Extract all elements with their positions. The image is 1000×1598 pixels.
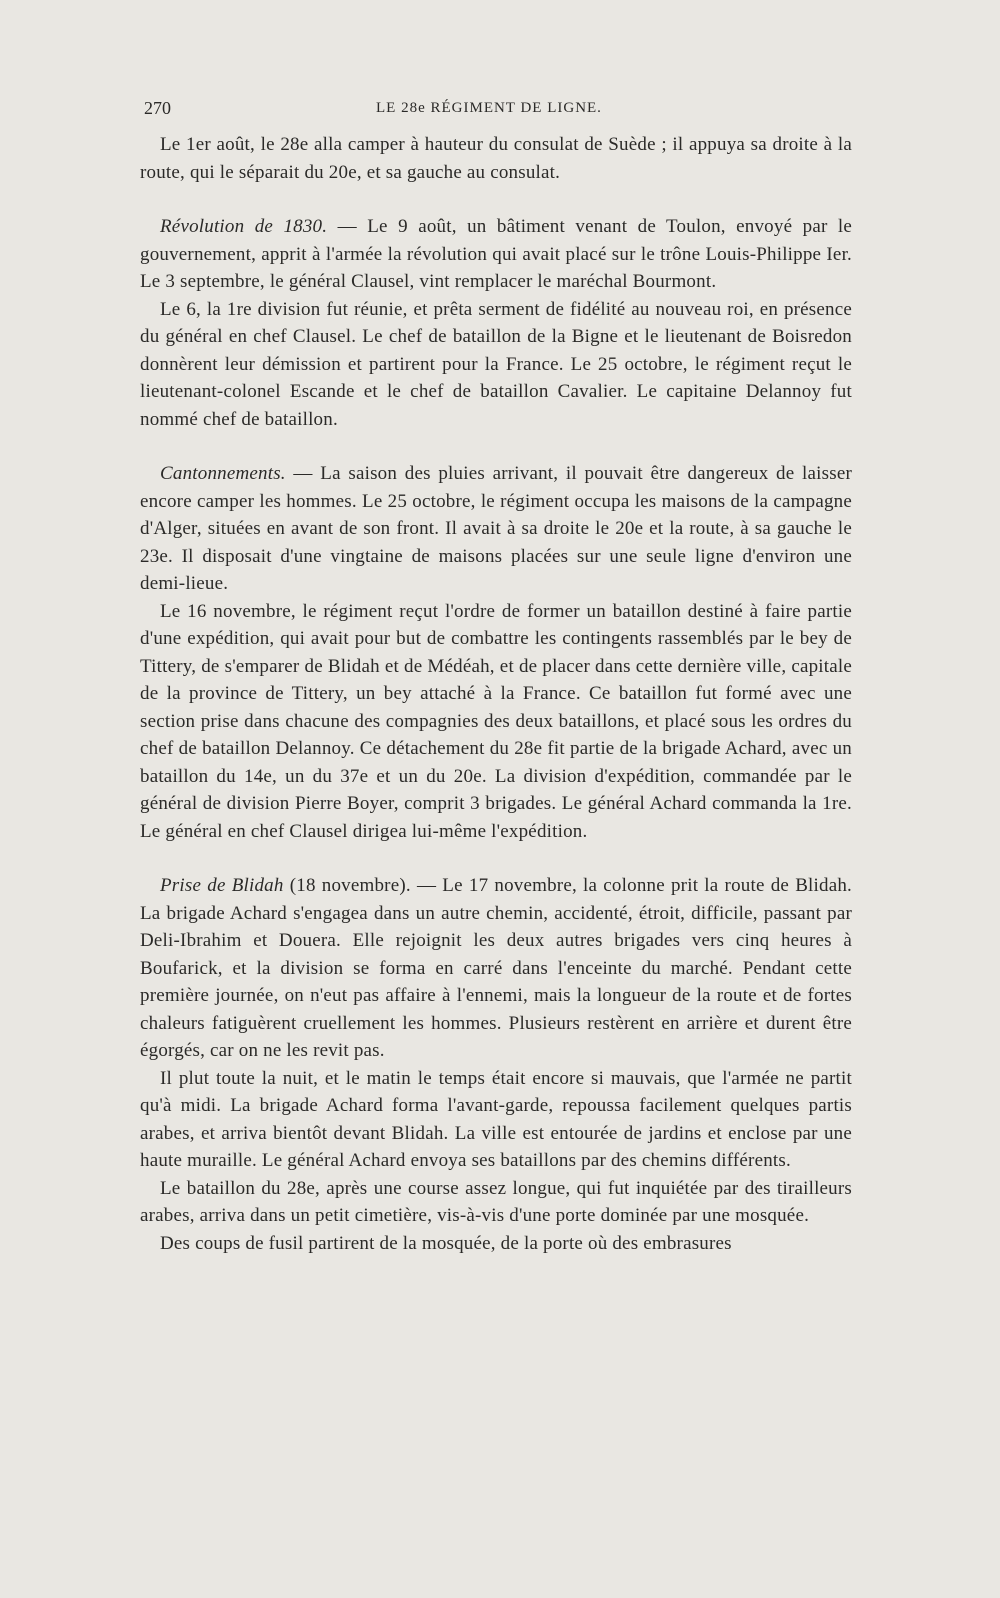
body-text — [140, 131, 852, 1257]
paragraph-text: Le 1er août, le 28e alla camper à hauteur du consulat de Suède ; il appuya sa droite à la route, qui le séparait du 20e, et sa gauche au consulat. — [140, 134, 852, 183]
paragraph-1 — [140, 131, 852, 186]
paragraph-text: Le 6, la 1re division fut réunie, et prêta serment de fidélité au nouveau roi, en présence du général en chef Clausel. Le chef de bataillon de la Bigne et le lieutenant de Boisredon donnèrent leur démission et partirent pour la France. Le 25 octobre, le régiment reçut le lieutenant-colonel Escande et le chef de bataillon Cavalier. Le capitaine Delannoy fut nommé chef de bataillon. — [140, 298, 852, 430]
paragraph-text: Le 16 novembre, le régiment reçut l'ordre de former un bataillon destiné à faire partie d'une expédition, qui avait pour but de combattre les contingents rassemblés par le bey de Tittery, de s'emparer de Blidah et de Médéah, et de placer dans cette dernière ville, capitale de la province de Tittery, un bey attaché à la France. Ce bataillon fut formé avec une section prise dans chacune des compagnies des deux bataillons, et placé sous les ordres du chef de bataillon Delannoy. Ce détachement du 28e fit partie de la brigade Achard, avec un bataillon du 14e, un du 37e et un du 20e. La division d'expédition, commandée par le général de division Pierre Boyer, comprit 3 brigades. Le général Achard commanda la 1re. Le général en chef Clausel dirigea lui-même l'expédition. — [140, 600, 852, 842]
paragraph-3 — [140, 296, 852, 434]
paragraph-7 — [140, 1065, 852, 1175]
page-number: 270 — [144, 98, 171, 118]
paragraph-8 — [140, 1175, 852, 1230]
paragraph-text: (18 novembre). — Le 17 novembre, la colonne prit la route de Blidah. La brigade Achard s'engagea dans un autre chemin, accidenté, étroit, difficile, passant par Deli-Ibrahim et Douera. Elle rejoignit les deux autres brigades vers cinq heures à Boufarick, et la division se forma en carré dans l'enceinte du marché. Pendant cette première journée, on n'eut pas affaire à l'ennemi, mais la longueur de la route et de fortes chaleurs fatiguèrent cruellement les hommes. Plusieurs restèrent en arrière et durent être égorgés, car on ne les revit pas. — [140, 875, 853, 1061]
section-heading-revolution: Révolution de 1830. — [160, 216, 328, 237]
paragraph-text: Le bataillon du 28e, après une course assez longue, qui fut inquiétée par des tirailleurs arabes, arriva dans un petit cimetière, vis-à-vis d'une porte dominée par une mosquée. — [140, 1177, 852, 1226]
paragraph-text: Des coups de fusil partirent de la mosquée, de la porte où des embrasures — [160, 1232, 732, 1254]
running-title: LE 28e RÉGIMENT DE LIGNE. — [376, 100, 602, 116]
paragraph-2 — [140, 213, 852, 296]
paragraph-text: Il plut toute la nuit, et le matin le temps était encore si mauvais, que l'armée ne partit qu'à midi. La brigade Achard forma l'avant-garde, repoussa facilement quelques partis arabes, et arriva bientôt devant Blidah. La ville est entourée de jardins et enclose par une haute muraille. Le général Achard envoya ses bataillons par des chemins différents. — [140, 1067, 852, 1171]
paragraph-4 — [140, 460, 852, 598]
paragraph-text: — Le 9 août, un bâtiment venant de Toulon, envoyé par le gouvernement, apprit à l'armée la révolution qui avait placé sur le trône Louis-Philippe Ier. Le 3 septembre, le général Clausel, vint remplacer le maréchal Bourmont. — [140, 216, 853, 292]
paragraph-6 — [140, 872, 852, 1065]
paragraph-text: — La saison des pluies arrivant, il pouvait être dangereux de laisser encore camper les hommes. Le 25 octobre, le régiment occupa les maisons de la campagne d'Alger, situées en avant de son front. Il avait à sa droite le 20e et la route, à sa gauche le 23e. Il disposait d'une vingtaine de maisons placées sur une seule ligne d'environ une demi-lieue. — [140, 463, 852, 594]
section-heading-cantonnements: Cantonnements. — [160, 463, 286, 484]
paragraph-9 — [140, 1230, 852, 1258]
section-heading-prise-de-blidah: Prise de Blidah — [160, 875, 284, 896]
paragraph-5 — [140, 598, 852, 846]
running-head — [144, 98, 844, 130]
